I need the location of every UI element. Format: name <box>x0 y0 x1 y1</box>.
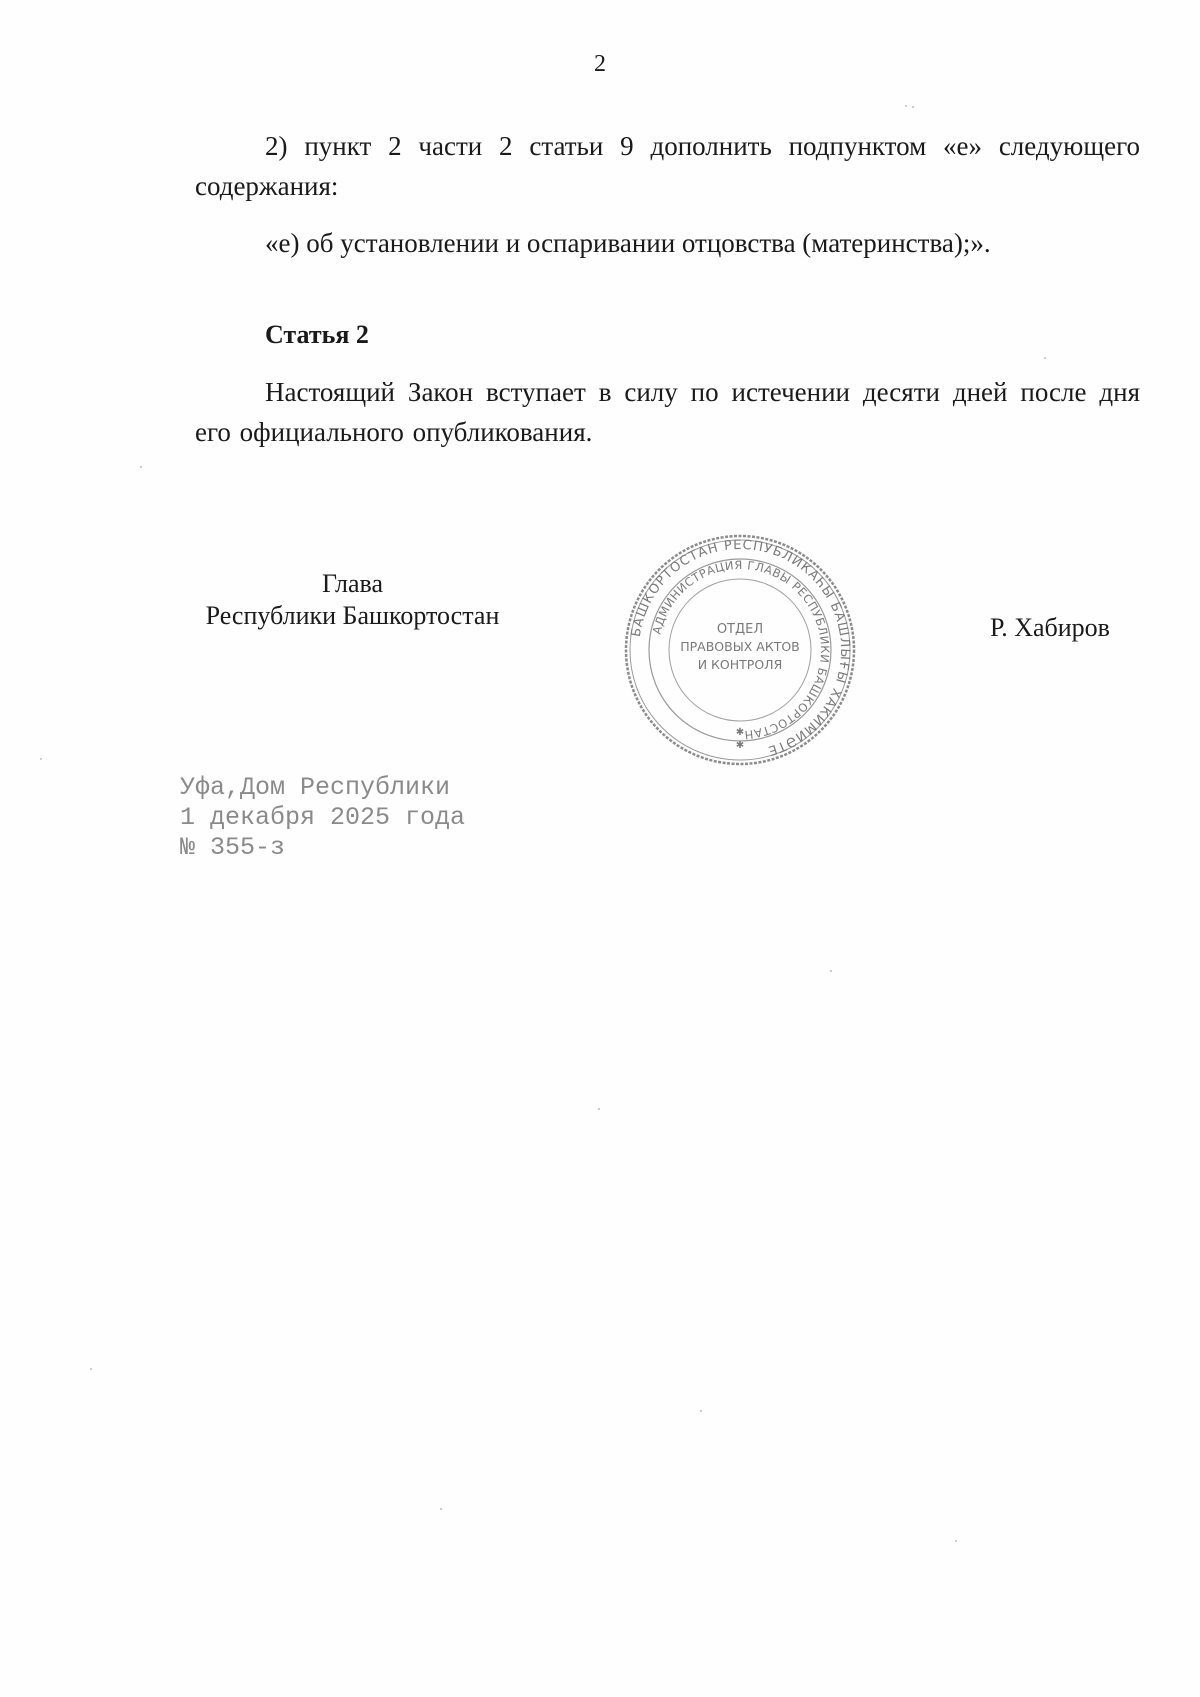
seal-center-line-2: ПРАВОВЫХ АКТОВ <box>680 639 800 654</box>
seal-inner-text: АДМИНИСТРАЦИЯ ГЛАВЫ РЕСПУБЛИКИ БАШКОРТОСТАН <box>649 557 833 742</box>
scan-speck <box>140 466 142 468</box>
seal-center-line-3: И КОНТРОЛЯ <box>697 657 783 672</box>
paragraph-item-2: 2) пункт 2 части 2 статьи 9 дополнить подпунктом «е» следующего содержания: <box>195 131 1140 201</box>
signature-title <box>170 568 535 632</box>
scan-speck <box>955 1540 957 1542</box>
paragraph-subitem-e: «е) об установлении и оспаривании отцовства (материнства);». <box>265 228 991 258</box>
signature-title-line-2: Республики Башкортостан <box>205 601 500 630</box>
official-seal-graphic <box>620 530 860 770</box>
adoption-place: Уфа,Дом Республики <box>180 773 451 802</box>
official-seal <box>620 530 860 770</box>
signatory-name: Р. Хабиров <box>990 613 1110 642</box>
seal-outer-text: БАШКОРТОСТАН РЕСПУБЛИКАҺЫ БАШЛЫҒЫ ХАКИМИӘТЕ <box>628 537 853 759</box>
scan-speck <box>700 1410 702 1412</box>
article-2-heading: Статья 2 <box>265 320 369 349</box>
page-number: 2 <box>594 51 606 77</box>
scan-speck <box>440 1508 442 1510</box>
signature-title-line-1: Глава <box>321 569 384 598</box>
scan-speck <box>830 970 832 972</box>
adoption-details <box>180 773 465 863</box>
seal-star-icon: ✱ <box>735 727 745 738</box>
scan-speck <box>905 105 907 107</box>
scan-speck <box>90 1368 92 1370</box>
scan-speck <box>40 758 42 760</box>
scan-speck <box>598 1108 600 1110</box>
adoption-date: 1 декабря 2025 года <box>180 803 466 832</box>
seal-center-line-1: ОТДЕЛ <box>716 622 764 637</box>
scan-speck <box>912 106 914 108</box>
adoption-number: № 355-з <box>180 833 286 862</box>
seal-star-icon: ✱ <box>735 740 745 751</box>
scan-speck <box>1044 357 1046 359</box>
article-2-text: Настоящий Закон вступает в силу по истечении десяти дней после дня его официального опубликования. <box>195 377 1140 447</box>
